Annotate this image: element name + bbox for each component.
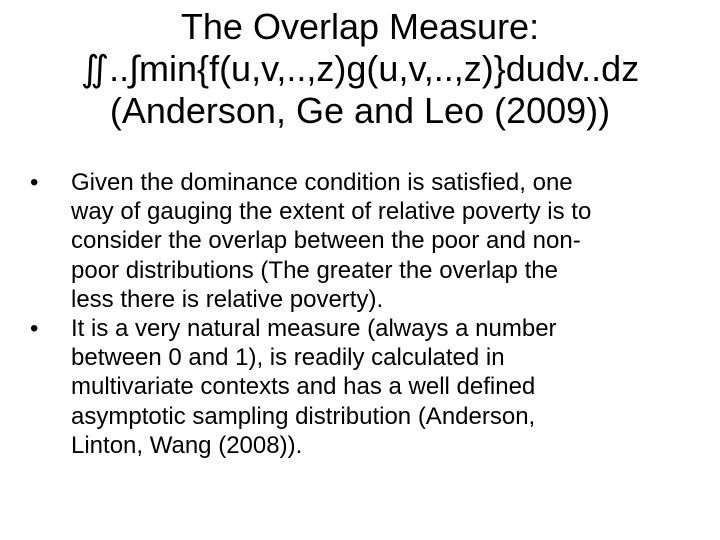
bullet-line: less there is relative poverty).	[71, 285, 384, 313]
bullet-marker: •	[30, 169, 39, 196]
bullet-line: multivariate contexts and has a well defined	[71, 373, 536, 401]
slide-title	[0, 6, 720, 132]
bullet-line: consider the overlap between the poor and non-	[71, 227, 581, 255]
title-line-citation: (Anderson, Ge and Leo (2009))	[109, 90, 611, 131]
bullet-line: way of gauging the extent of relative poverty is to	[71, 198, 592, 226]
title-line-heading: The Overlap Measure:	[180, 6, 540, 47]
bullet-line: Given the dominance condition is satisfied, one	[71, 169, 573, 196]
bullet-line: poor distributions (The greater the overlap the	[71, 256, 558, 284]
bullet-line: Linton, Wang (2008)).	[71, 431, 303, 459]
bullet-marker: •	[30, 315, 39, 343]
bullet-text	[71, 314, 700, 460]
bullet-line: asymptotic sampling distribution (Anderson,	[71, 402, 536, 430]
bullet-item-overlap	[30, 168, 700, 314]
bullet-line: between 0 and 1), is readily calculated in	[71, 344, 505, 372]
bullet-list	[30, 168, 700, 460]
title-line-formula: ∬..∫min{f(u,v,..,z)g(u,v,..,z)}dudv..dz	[80, 48, 640, 89]
bullet-line: It is a very natural measure (always a number	[71, 315, 557, 343]
bullet-text	[71, 168, 700, 314]
bullet-item-natural-measure	[30, 314, 700, 460]
